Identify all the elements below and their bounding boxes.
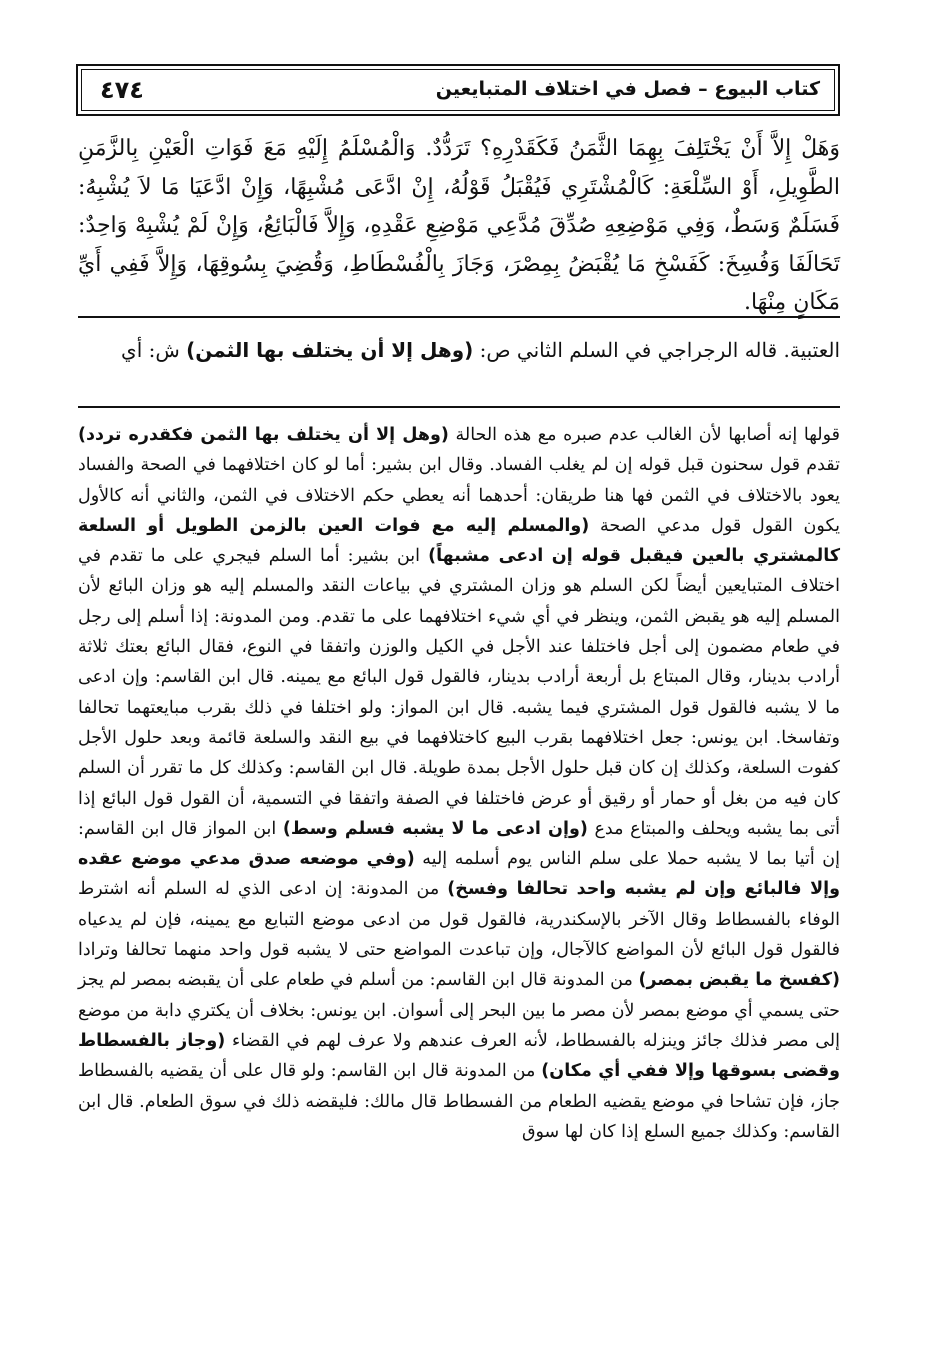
- commentary-segment: ابن بشير: أما السلم فيجري على ما تقدم في اختلاف المتبايعين أيضاً لكن السلم هو وزان المشتري في بياعات النقد والمسلم إليه هو وزان البائع لأن المسلم إليه هو يقبض الثمن، وينظر في أي شيء اختلافهما على ما تقدم. ومن المدونة: إذا أسلم إلى رجل في طعام مضمون إلى أجل فاختلفا عند الأجل في الكيل والوزن واتفقا في النوع، فقال البائع بعتك ثلاثة أرادب بدينار، وقال المبتاع بل أربعة أرادب بدينار، فالقول قول البائع مع يمينه. قال ابن القاسم: وإن ادعى ما لا يشبه فالقول قول المشتري فيما يشبه. قال ابن المواز: ولو اختلفا في ذلك بقرب مبايعتهما تحالفا وتفاسخا. ابن يونس: جعل اختلافهما بقرب البيع كاختلافهما في بيع النقد والسلعة قائمة وبعد حلول الأجل كفوت السلعة، وكذلك إن كان قبل حلول الأجل بمدة طويلة. قال ابن القاسم: وكذلك كل ما تقرر أن السلم كان فيه من بغل أو حمار أو رقيق أو عرض فاختلفا في الصفة واتفقا في التسمية، أن القول قول البائع إذا أتى بما يشبه ويحلف والمبتاع مدع: [78, 546, 840, 839]
- commentary-segment: من المدونة قال ابن القاسم: ولو قال على أن يقضيه بالفسطاط جاز، فإن تشاحا في موضع يقضيه الطعام من الفسطاط قال مالك: فليقضه ذلك في سوق الطعام. قال ابن القاسم: وكذلك جميع السلع إذا كان لها سوق: [78, 1061, 840, 1142]
- commentary-segment: قولها إنه أصابها لأن الغالب عدم صبره مع هذه الحالة: [448, 425, 840, 445]
- commentary-top-line: [78, 334, 840, 366]
- header-title: كتاب البيوع – فصل في اختلاف المتبايعين: [435, 78, 820, 100]
- commentary-text: [78, 420, 840, 1147]
- quoted-matn: (وإن ادعى ما لا يشبه فسلم وسط): [282, 818, 588, 839]
- separator-rule: [78, 316, 840, 318]
- quoted-matn: (والمسلم إليه مع فوات العين بالزمن الطويل أو السلعة كالمشتري بالعين فيقبل قوله إن ادعى مشبهاً): [78, 515, 840, 567]
- matn-paragraph: وَهَلْ إِلاَّ أَنْ يَخْتَلِفَ بِهِمَا الثَّمَنُ فَكَقَدْرِهِ؟ تَرَدُّدٌ. وَالْمُسْلَمُ إِلَيْهِ مَعَ فَوَاتِ الْعَيْنِ بِالزَّمَنِ الطَّوِيلِ، أَوْ السِّلْعَةِ: كَالْمُشْتَرِي فَيُقْبَلُ قَوْلُهُ، إِنْ ادَّعَى مُشْبِهًا، وَإِنْ ادَّعَيَا مَا لاَ يُشْبِهُ: فَسَلَمٌ وَسَطٌ، وَفِي مَوْضِعِهِ صُدِّقَ مُدَّعِي مَوْضِعِ عَقْدِهِ، وَإِلاَّ فَالْبَائِعُ، وَإِنْ لَمْ يُشْبِهْ وَاحِدٌ: تَحَالَفَا وَفُسِخَ: كَفَسْخِ مَا يُقْبَضُ بِمِصْرَ، وَجَازَ بِالْفُسْطَاطِ، وَقُضِيَ بِسُوقِهَا، وَإِلاَّ فَفِي أَيِّ مَكَانٍ مِنْهَا.: [78, 136, 840, 315]
- quoted-matn: (وجاز بالفسطاط وقضى بسوقها وإلا ففي أي مكان): [78, 1030, 840, 1082]
- commentary-segment: ابن المواز قال ابن القاسم: إن أتيا بما لا يشبه حملا على سلم الناس يوم أسلمه إليه: [78, 818, 840, 870]
- page-number: ٤٧٤: [100, 76, 144, 104]
- separator-rule: [78, 406, 840, 408]
- matn-text: [78, 130, 840, 323]
- commentary-top-tail: ش: أي: [121, 338, 187, 362]
- commentary-segment: من المدونة: إن ادعى الذي له السلم أنه اشترط الوفاء بالفسطاط وقال الآخر بالإسكندرية، فالقول قول من ادعى موضع التبايع مع يمينه، فإن لم يدعياه فالقول قول البائع لأن المواضع كالآجال، وإن تباعدت المواضع حتى لا يشبه قول واحد منهما تحالفا وترادا: [78, 879, 840, 961]
- quoted-matn: (وهل إلا أن يختلف بها الثمن): [186, 338, 474, 362]
- running-header: [76, 64, 840, 116]
- commentary-segment: من المدونة قال ابن القاسم: من أسلم في طعام على أن يقبضه بمصر لم يجز حتى يسمي أي موضع بمصر لأن مصر ما بين البحر إلى أسوان. ابن يونس: بخلاف أن يكتري دابة من موضع إلى مصر فذلك جائز وينزله بالفسطاط، لأنه العرف عندهم ولا عرف لهم في القضاء: [78, 970, 840, 1051]
- commentary-segment: تقدم قول سحنون قبل قوله إن لم يغلب الفساد. وقال ابن بشير: أما لو كان اختلافهما في الصحة والفساد يعود بالاختلاف في الثمن فها هنا طريقان: أحدهما أنه يعطي حكم الاختلاف في الثمن، والثاني أنه كالأول يكون القول قول مدعي الصحة: [78, 455, 840, 536]
- quoted-matn: (وفي موضعه صدق مدعي موضع عقده وإلا فالبائع وإن لم يشبه واحد تحالفا وفسخ): [78, 849, 840, 900]
- commentary-paragraph: [78, 420, 840, 1147]
- commentary-top-text: العتبية. قاله الرجراجي في السلم الثاني ص:: [473, 338, 840, 362]
- quoted-matn: (كفسخ ما يقبض بمصر): [638, 970, 840, 991]
- quoted-matn: (وهل إلا أن يختلف بها الثمن فكقدره تردد): [78, 425, 449, 445]
